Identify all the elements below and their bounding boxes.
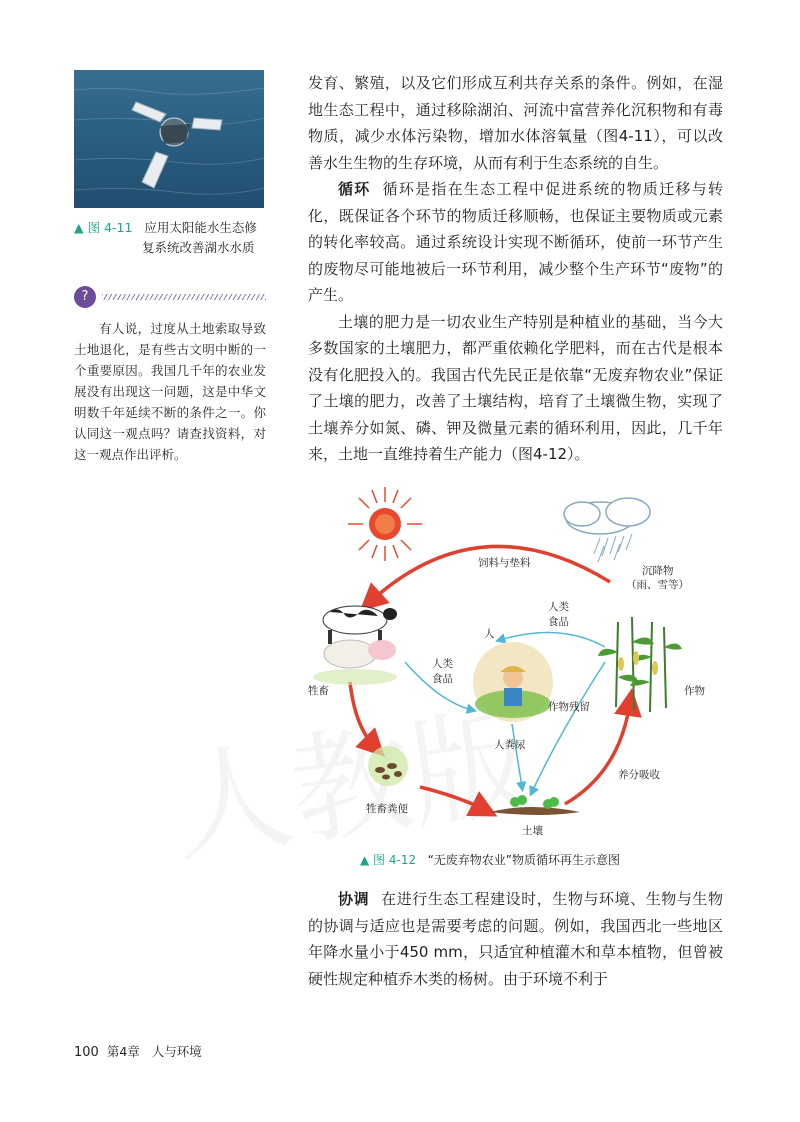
label-nutrient: 养分吸收 (618, 769, 660, 781)
paragraph-soil: 土壤的肥力是一切农业生产特别是种植业的基础，当今大多数国家的土壤肥力，都严重依赖化学肥料，而在古代是根本没有化肥投入的。我国古代先民正是依靠“无废弃物农业”保证了土壤的肥力，改善了土壤结构，培育了土壤微生物，实现了土壤养分如氮、磷、钾及微量元素的循环利用，因此，几千年来，土地一直维持着生产能力（图4-12）。 (308, 312, 723, 463)
solar-water-restoration-photo (74, 70, 264, 208)
livestock-icon (313, 606, 397, 685)
chapter-title: 人与环境 (151, 1044, 202, 1059)
livestock-to-manure-arrow (350, 682, 375, 747)
urine-arrow (512, 724, 522, 787)
corn-crop-icon (598, 617, 682, 712)
main-text-lower (308, 886, 723, 992)
label-soil: 土壤 (522, 825, 543, 837)
page-footer (74, 1042, 202, 1060)
term-cycle: 循环 (338, 180, 371, 198)
paragraph-1: 发育、繁殖，以及它们形成互利共存关系的条件。例如，在湿地生态工程中，通过移除湖泊、河流中富营养化沉积物和有毒物质，减少水体污染物，增加水体溶氧量（图4-11），可以改善水生生物的生存环境，从而有利于生态系统的自生。 (308, 74, 723, 172)
think-box-header (74, 286, 266, 308)
label-human-food-left-1: 人类 (432, 658, 453, 670)
manure-to-soil-arrow (420, 787, 485, 810)
paragraph-cycle: 循环 循环是指在生态工程中促进系统的物质迁移与转化，既保证各个环节的物质迁移顺畅，也保证主要物质或元素的转化率较高。通过系统设计实现不断循环，使前一环节产生的废物尽可能地被后一环节利用，减少整个生产环节“废物”的产生。 (308, 180, 723, 304)
farmer-icon (473, 642, 553, 722)
sun-icon (348, 487, 422, 561)
paragraph-coordination: 协调 在进行生态工程建设时，生物与环境、生物与生物的协调与适应也是需要考虑的问题。例如，我国西北一些地区年降水量小于450 mm，只适宜种植灌木和草本植物，但曾被硬性规定种植乔木类的杨树。由于环境不利于 (308, 890, 723, 988)
label-precip-1: 沉降物 (642, 565, 674, 577)
dotted-divider (102, 294, 266, 300)
label-livestock: 牲畜 (308, 685, 329, 697)
term-coordination: 协调 (338, 890, 370, 908)
page-number: 100 (74, 1045, 99, 1060)
cycle-diagram-svg (300, 482, 720, 860)
nutrient-arrow (565, 702, 630, 804)
cloud-rain-icon (564, 498, 650, 562)
manure-icon (368, 746, 408, 786)
chapter-number: 第4章 (106, 1044, 140, 1059)
question-icon: ? (74, 286, 96, 308)
label-human-food-top-1: 人类 (548, 601, 569, 613)
label-human: 人 (484, 628, 495, 640)
label-human-food-top-2: 食品 (548, 616, 569, 628)
sidebar (74, 70, 266, 465)
figure-4-11-caption: ▲ 图 4-11 应用太阳能水生态修 复系统改善湖水水质 (74, 220, 257, 255)
label-human-food-left-2: 食品 (432, 673, 453, 685)
label-crop-residue: 作物残留 (548, 701, 590, 713)
figure-label: ▲ 图 4-11 (74, 220, 133, 235)
main-text-upper (308, 70, 723, 468)
label-urine: 人粪尿 (494, 739, 526, 751)
label-crop: 作物 (684, 685, 705, 697)
label-feed: 饲料与垫料 (478, 557, 531, 569)
figure-4-12-caption: ▲ 图 4-12 “无废弃物农业”物质循环再生示意图 (360, 853, 620, 867)
solar-device-illustration (74, 70, 264, 208)
figure-4-12-diagram (300, 482, 720, 860)
think-box-text: 有人说，过度从土地索取导致土地退化，是有些古文明中断的一个重要原因。我国几千年的农业发展没有出现这一问题，这是中华文明数千年延续不断的条件之一。你认同这一观点吗？请查找资料，对这一观点作出评析。 (74, 321, 266, 462)
label-precip-2: （雨、雪等） (626, 579, 689, 591)
label-manure: 牲畜粪便 (366, 803, 408, 815)
feed-arrow (370, 546, 610, 602)
